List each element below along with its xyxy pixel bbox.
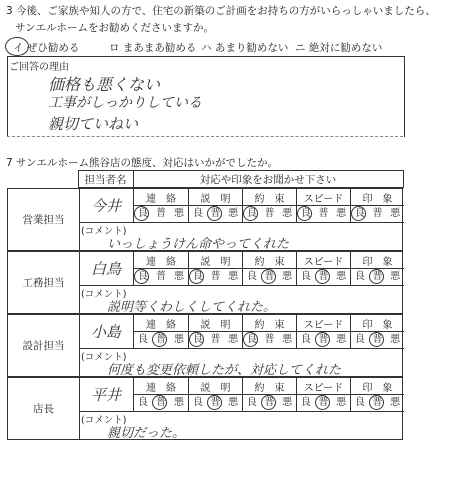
criterion-header: 印 象 [350, 252, 404, 269]
rating-option[interactable]: 普 [369, 332, 387, 348]
q3-option-3[interactable]: ハ あまり勧めない [201, 42, 289, 54]
q3-option-2[interactable]: ロ まあまあ勧める [109, 42, 197, 54]
rating-option[interactable]: 普 [369, 269, 387, 285]
rating-option[interactable]: 悪 [390, 208, 401, 219]
role-label: 店長 [8, 378, 80, 439]
rating-option[interactable]: 普 [315, 395, 333, 411]
blank-header [7, 171, 78, 188]
rating-group [242, 269, 296, 286]
rating-option[interactable]: 普 [315, 332, 333, 348]
rating-option[interactable]: 良 [351, 206, 369, 222]
criterion-header: 約 束 [242, 315, 296, 332]
rating-group [134, 269, 188, 286]
rating-option[interactable]: 悪 [228, 397, 239, 408]
q3-question-line2: サンエルホームをお勧めくださいますか。 [15, 22, 214, 34]
reason-line-2: 工事がしっかりしている [48, 95, 202, 111]
reason-line-1: 価格も悪くない [48, 75, 161, 94]
comment-text: いっしょうけん命やってくれた [107, 237, 290, 252]
rating-group [296, 332, 350, 349]
rating-option[interactable]: 悪 [282, 334, 293, 345]
rating-option[interactable]: 悪 [174, 334, 184, 345]
evaluation-block [7, 188, 403, 251]
criterion-header: 約 束 [242, 378, 296, 395]
header-person: 担当者名 [78, 171, 133, 188]
criterion-header: 説 明 [188, 189, 242, 206]
rating-option[interactable]: 良 [300, 397, 311, 408]
criterion-header: 連 絡 [134, 189, 188, 206]
rating-option[interactable]: 悪 [228, 208, 239, 219]
evaluation-block [7, 314, 403, 377]
rating-option[interactable]: 普 [264, 208, 275, 219]
criterion-header: スピード [296, 252, 350, 269]
rating-option[interactable]: 普 [156, 208, 166, 219]
selected-rating-circle [134, 269, 149, 284]
rating-option[interactable]: 良 [243, 206, 261, 222]
role-label: 設計担当 [8, 315, 80, 376]
comment-text: 親切だった。 [107, 426, 186, 441]
selected-rating-circle [369, 269, 384, 284]
header-impression: 対応や印象をお聞かせ下さい [133, 171, 403, 188]
rating-option[interactable]: 普 [152, 332, 170, 348]
rating-option[interactable]: 普 [152, 395, 170, 411]
rating-option[interactable]: 良 [300, 334, 311, 345]
rating-option[interactable]: 悪 [282, 208, 293, 219]
evaluation-table [7, 170, 404, 188]
rating-group [188, 206, 242, 223]
selected-option-circle [5, 37, 29, 56]
rating-option[interactable]: 普 [261, 395, 279, 411]
criterion-header: 印 象 [350, 378, 404, 395]
selected-rating-circle [134, 206, 149, 221]
comment-area [79, 286, 404, 314]
selected-rating-circle [369, 395, 384, 410]
criterion-header: 印 象 [350, 189, 404, 206]
rating-option[interactable]: 普 [207, 206, 225, 222]
rating-option[interactable]: 良 [300, 271, 311, 282]
person-name: 平井 [79, 378, 134, 412]
rating-option[interactable]: 普 [156, 271, 166, 282]
reason-label: ご回答の理由 [9, 62, 69, 73]
selected-rating-circle [207, 206, 222, 221]
rating-option[interactable]: 悪 [390, 334, 401, 345]
criterion-header: 説 明 [188, 378, 242, 395]
rating-option[interactable]: 良 [134, 206, 152, 222]
rating-group [134, 395, 188, 412]
rating-option[interactable]: 悪 [228, 271, 239, 282]
rating-option[interactable]: 普 [315, 269, 333, 285]
criterion-header: 連 絡 [134, 252, 188, 269]
rating-option[interactable]: 悪 [336, 334, 347, 345]
comment-text: 何度も変更依頼したが、対応してくれた [107, 363, 342, 378]
rating-option[interactable]: 悪 [228, 334, 239, 345]
selected-rating-circle [243, 206, 258, 221]
rating-option[interactable]: 良 [297, 206, 315, 222]
selected-rating-circle [207, 395, 222, 410]
reason-line-3: 親切ていねい [48, 115, 139, 133]
rating-option[interactable]: 悪 [336, 271, 347, 282]
selected-rating-circle [315, 269, 330, 284]
rating-option[interactable]: 良 [246, 271, 257, 282]
rating-option[interactable]: 普 [369, 395, 387, 411]
rating-option[interactable]: 良 [246, 397, 257, 408]
selected-rating-circle [297, 206, 312, 221]
rating-group [350, 269, 404, 286]
rating-option[interactable]: 良 [134, 269, 152, 285]
selected-rating-circle [261, 269, 276, 284]
rating-option[interactable]: 良 [189, 332, 207, 348]
rating-option[interactable]: 普 [210, 271, 221, 282]
comment-area [79, 412, 404, 440]
person-name: 今井 [79, 189, 134, 223]
rating-option[interactable]: 悪 [336, 208, 347, 219]
comment-text: 説明等くわしくしてくれた。 [107, 300, 277, 315]
q3-option-1[interactable]: イ ぜひ勧める [13, 42, 80, 54]
person-name: 小島 [79, 315, 134, 349]
comment-area [79, 349, 404, 377]
selected-rating-circle [243, 332, 258, 347]
rating-option[interactable]: 普 [318, 208, 329, 219]
criterion-header: 連 絡 [134, 315, 188, 332]
criterion-header: スピード [296, 189, 350, 206]
q3-question-line1: 3 今後、ご家族や知人の方で、住宅の新築のご計画をお持ちの方がいらっしゃいましたら、 [6, 5, 436, 17]
rating-option[interactable]: 悪 [390, 271, 401, 282]
rating-option[interactable]: 良 [243, 332, 261, 348]
q3-option-4[interactable]: ニ 絶対に勧めない [295, 42, 383, 54]
comment-label: (コメント) [81, 226, 127, 237]
rating-option[interactable]: 普 [210, 334, 221, 345]
selected-rating-circle [189, 269, 204, 284]
criterion-header: スピード [296, 378, 350, 395]
rating-option[interactable]: 良 [192, 397, 203, 408]
selected-rating-circle [189, 332, 204, 347]
criterion-header: 説 明 [188, 252, 242, 269]
rating-option[interactable]: 悪 [282, 271, 293, 282]
rating-option[interactable]: 良 [192, 208, 203, 219]
rating-group [296, 269, 350, 286]
rating-option[interactable]: 悪 [390, 397, 401, 408]
rating-group [350, 395, 404, 412]
rating-option[interactable]: 良 [354, 334, 365, 345]
rating-group [242, 395, 296, 412]
criterion-header: 連 絡 [134, 378, 188, 395]
rating-option[interactable]: 普 [372, 208, 383, 219]
selected-rating-circle [152, 395, 167, 410]
person-name: 白鳥 [79, 252, 134, 286]
role-label: 営業担当 [8, 189, 80, 250]
rating-option[interactable]: 普 [261, 269, 279, 285]
q7-question: 7 サンエルホーム熊谷店の態度、対応はいかがでしたか。 [6, 157, 278, 169]
evaluation-block [7, 377, 403, 440]
rating-option[interactable]: 良 [354, 397, 365, 408]
rating-option[interactable]: 良 [354, 271, 365, 282]
rating-option[interactable]: 普 [264, 334, 275, 345]
rating-group [188, 332, 242, 349]
criterion-header: 印 象 [350, 315, 404, 332]
rating-option[interactable]: 悪 [174, 271, 184, 282]
selected-rating-circle [369, 332, 384, 347]
rating-option[interactable]: 悪 [336, 397, 347, 408]
rating-group [296, 395, 350, 412]
comment-area [79, 223, 404, 251]
rating-option[interactable]: 悪 [174, 208, 184, 219]
rating-option[interactable]: 良 [138, 334, 148, 345]
rating-group [134, 206, 188, 223]
rating-group [350, 332, 404, 349]
criterion-header: スピード [296, 315, 350, 332]
comment-label: (コメント) [81, 352, 127, 363]
rating-group [188, 395, 242, 412]
rating-group [242, 206, 296, 223]
selected-rating-circle [351, 206, 366, 221]
criterion-header: 約 束 [242, 252, 296, 269]
evaluation-block [7, 251, 403, 314]
reason-footer-line [7, 136, 403, 137]
rating-option[interactable]: 悪 [282, 397, 293, 408]
rating-option[interactable]: 良 [138, 397, 148, 408]
comment-label: (コメント) [81, 415, 127, 426]
comment-label: (コメント) [81, 289, 127, 300]
rating-group [188, 269, 242, 286]
selected-rating-circle [315, 332, 330, 347]
criterion-header: 約 束 [242, 189, 296, 206]
selected-rating-circle [315, 395, 330, 410]
rating-group [350, 206, 404, 223]
rating-option[interactable]: 良 [189, 269, 207, 285]
criterion-header: 説 明 [188, 315, 242, 332]
selected-rating-circle [152, 332, 167, 347]
role-label: 工務担当 [8, 252, 80, 313]
rating-option[interactable]: 普 [207, 395, 225, 411]
selected-rating-circle [261, 395, 276, 410]
rating-group [296, 206, 350, 223]
rating-group [242, 332, 296, 349]
rating-group [134, 332, 188, 349]
rating-option[interactable]: 悪 [174, 397, 184, 408]
